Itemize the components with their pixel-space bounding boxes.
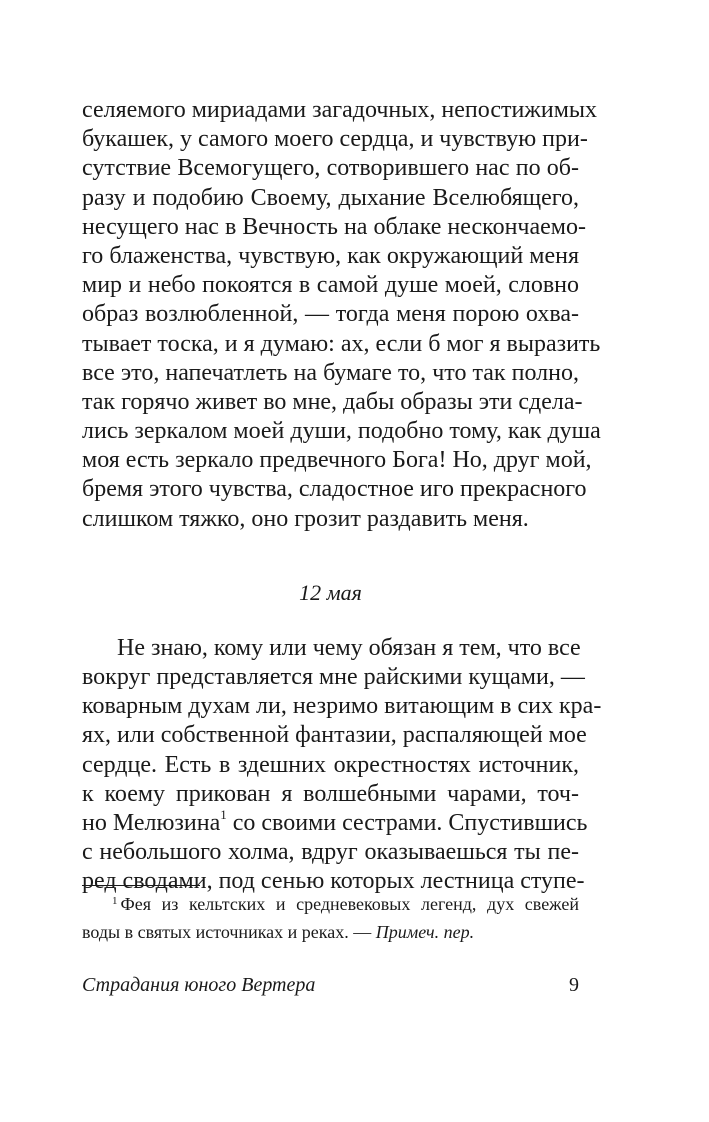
text-line: ях, или собственной фантазии, распаляющей мое	[82, 722, 587, 749]
text-line: коварным духам ли, незримо витающим в сих кра-	[82, 693, 602, 720]
book-title: Страдания юного Вертера	[82, 974, 316, 996]
text-line: букашек, у самого моего сердца, и чувствую при-	[82, 126, 588, 153]
text-fragment: но Мелюзина	[82, 809, 221, 836]
text-line: образ возлюбленной, — тогда меня порою охва-	[82, 301, 579, 328]
text-line: разу и подобию Своему, дыхание Вселюбящего,	[82, 184, 579, 211]
text-line: бремя этого чувства, сладостное иго прекрасного	[82, 476, 587, 503]
footnote	[82, 892, 579, 945]
text-line: ред сводами, под сенью которых лестница ступе-	[82, 868, 585, 895]
text-line: сутствие Всемогущего, сотворившего нас по об-	[82, 155, 579, 182]
footnote-line	[82, 892, 579, 920]
text-line: го блаженства, чувствую, как окружающий меня	[82, 242, 579, 269]
paragraph-2	[82, 634, 602, 897]
footnote-reference: 1	[220, 806, 227, 822]
text-line: моя есть зеркало предвечного Бога! Но, друг мой,	[82, 447, 592, 474]
main-text	[82, 96, 602, 897]
footnote-attribution: Примеч. пер.	[375, 922, 475, 942]
text-line: Не знаю, кому или чему обязан я тем, что все	[117, 634, 581, 661]
text-line: мир и небо покоятся в самой душе моей, словно	[82, 272, 579, 299]
text-line: все это, напечатлеть на бумаге то, что так полно,	[82, 359, 579, 386]
footnote-text: воды в святых источниках и реках. —	[82, 922, 376, 942]
text-line: несущего нас в Вечность на облаке нескончаемо-	[82, 213, 586, 240]
footnote-text: Фея из кельтских и средневековых легенд, дух свежей	[120, 894, 579, 914]
footnote-divider	[82, 885, 200, 886]
text-line: слишком тяжко, оно грозит раздавить меня.	[82, 505, 529, 532]
text-line: так горячо живет во мне, дабы образы эти сдела-	[82, 388, 583, 415]
page-number: 9	[569, 974, 579, 996]
text-line: тывает тоска, и я думаю: ах, если б мог я выразить	[82, 330, 601, 357]
paragraph-1	[82, 96, 601, 534]
text-line: к коему прикован я волшебными чарами, точ-	[82, 780, 579, 807]
section-heading: 12 мая	[299, 579, 362, 605]
text-line-with-note	[82, 806, 588, 838]
text-fragment: со своими сестрами. Спустившись	[226, 809, 588, 836]
text-line: селяемого мириадами загадочных, непостижимых	[82, 97, 598, 123]
text-line: лись зеркалом моей души, подобно тому, как душа	[82, 418, 601, 445]
footnote-number: 1	[112, 895, 118, 907]
running-footer	[82, 970, 579, 1000]
text-line: с небольшого холма, вдруг оказываешься ты пе-	[82, 839, 579, 866]
text-line: вокруг представляется мне райскими кущами, —	[82, 664, 585, 690]
footnote-line	[82, 920, 579, 945]
text-line: сердце. Есть в здешних окрестностях источник,	[82, 751, 579, 778]
